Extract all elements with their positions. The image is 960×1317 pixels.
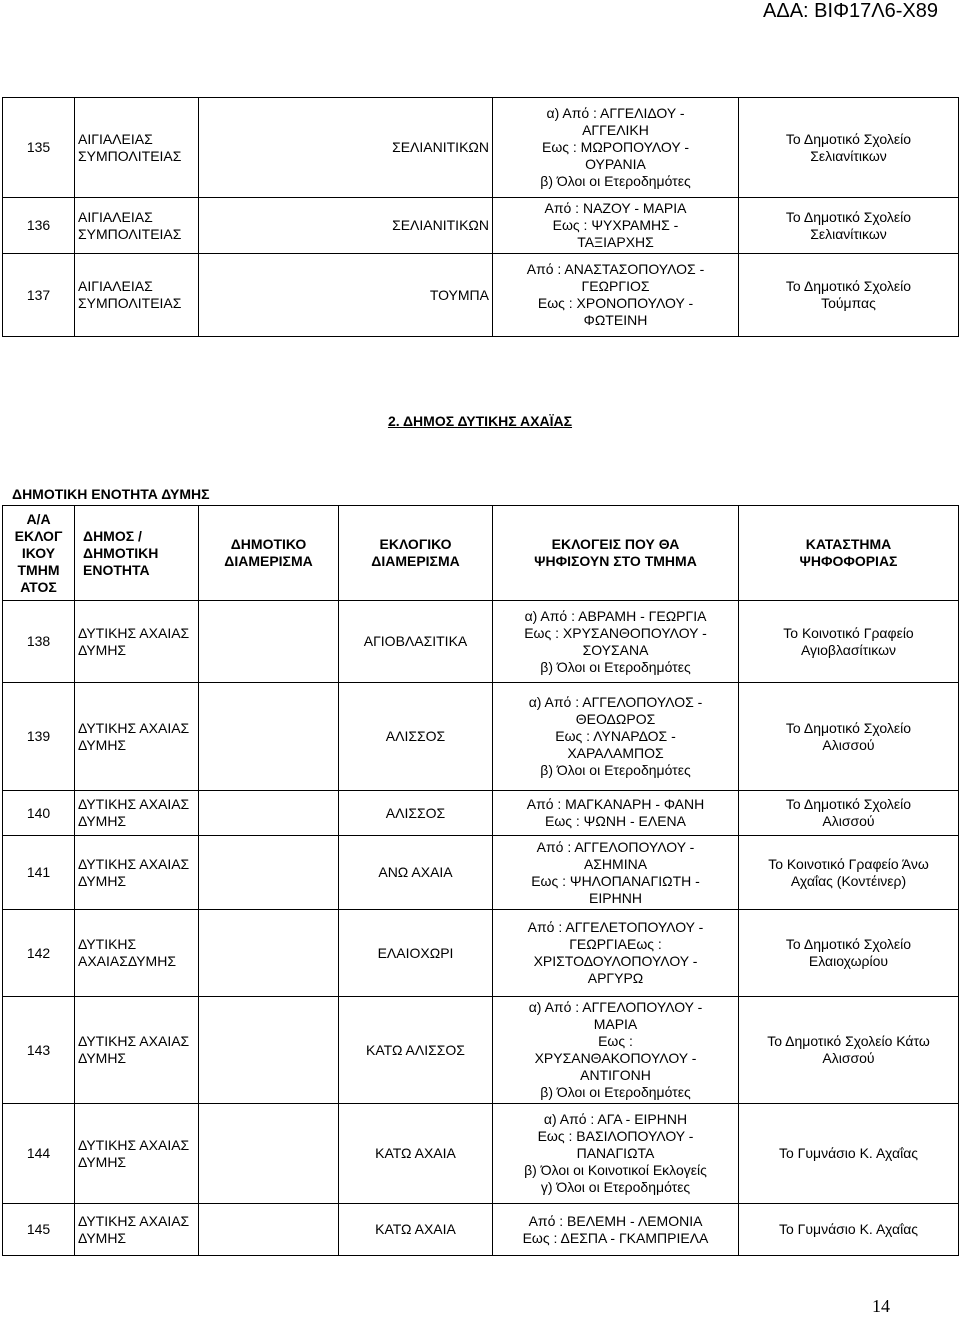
section-title: 2. ΔΗΜΟΣ ΔΥΤΙΚΗΣ ΑΧΑΪΑΣ xyxy=(387,413,573,429)
polling-station-cell: Το Δημοτικό Σχολείο Αλισσού xyxy=(739,683,959,791)
section-number: 136 xyxy=(3,198,75,254)
municipality-cell: ΑΙΓΙΑΛΕΙΑΣ ΣΥΜΠΟΛΙΤΕΙΑΣ xyxy=(75,198,199,254)
polling-station-cell: Το Δημοτικό Σχολείο Σελιανίτικων xyxy=(739,98,959,198)
municipal-district-cell xyxy=(199,1104,339,1204)
municipality-cell: ΔΥΤΙΚΗΣ ΑΧΑΙΑΣ ΔΥΜΗΣ xyxy=(75,1204,199,1256)
municipality-cell: ΔΥΤΙΚΗΣ ΑΧΑΙΑΣ ΔΥΜΗΣ xyxy=(75,997,199,1104)
electoral-district-cell: ΚΑΤΩ ΑΧΑΙΑ xyxy=(339,1204,493,1256)
header-voters: ΕΚΛΟΓΕΙΣ ΠΟΥ ΘΑ ΨΗΦΙΣΟΥΝ ΣΤΟ ΤΜΗΜΑ xyxy=(493,506,739,601)
section-number: 139 xyxy=(3,683,75,791)
polling-table-dymi xyxy=(2,505,959,1256)
section-number: 140 xyxy=(3,791,75,836)
section-number: 143 xyxy=(3,997,75,1104)
table-row xyxy=(3,1104,959,1204)
electoral-district-cell: ΑΛΙΣΣΟΣ xyxy=(339,683,493,791)
municipal-unit-title: ΔΗΜΟΤΙΚΗ ΕΝΟΤΗΤΑ ΔΥΜΗΣ xyxy=(12,486,210,502)
municipality-cell: ΔΥΤΙΚΗΣ ΑΧΑΙΑΣ ΔΥΜΗΣ xyxy=(75,791,199,836)
municipal-district-cell: ΣΕΛΙΑΝΙΤΙΚΩΝ xyxy=(199,198,493,254)
municipality-cell: ΔΥΤΙΚΗΣ ΑΧΑΙΑΣ ΔΥΜΗΣ xyxy=(75,683,199,791)
header-municipality: ΔΗΜΟΣ / ΔΗΜΟΤΙΚΗ ΕΝΟΤΗΤΑ xyxy=(75,506,199,601)
table-row xyxy=(3,683,959,791)
electoral-district-cell: ΚΑΤΩ ΑΧΑΙΑ xyxy=(339,1104,493,1204)
municipality-cell: ΑΙΓΙΑΛΕΙΑΣ ΣΥΜΠΟΛΙΤΕΙΑΣ xyxy=(75,254,199,337)
voters-cell: α) Από : ΑΓΓΕΛΟΠΟΥΛΟΣ - ΘΕΟΔΩΡΟΣ Εως : ΛΥΝΑΡΔΟΣ - ΧΑΡΑΛΑΜΠΟΣ β) Όλοι οι Ετεροδημότες xyxy=(493,683,739,791)
electoral-district-cell: ΑΝΩ ΑΧΑΙΑ xyxy=(339,836,493,910)
voters-cell: α) Από : ΑΓΓΕΛΙΔΟΥ - ΑΓΓΕΛΙΚΗ Εως : ΜΩΡΟΠΟΥΛΟΥ - ΟΥΡΑΝΙΑ β) Όλοι οι Ετεροδημότες xyxy=(493,98,739,198)
electoral-district-cell: ΑΛΙΣΣΟΣ xyxy=(339,791,493,836)
ada-code: ΑΔΑ: ΒΙΦ17Λ6-Χ89 xyxy=(763,0,938,22)
voters-cell: α) Από : ΑΒΡΑΜΗ - ΓΕΩΡΓΙΑ Εως : ΧΡΥΣΑΝΘΟΠΟΥΛΟΥ - ΣΟΥΣΑΝΑ β) Όλοι οι Ετεροδημότες xyxy=(493,601,739,683)
table-row xyxy=(3,791,959,836)
voters-cell: Από : ΝΑΖΟΥ - ΜΑΡΙΑ Εως : ΨΥΧΡΑΜΗΣ - ΤΑΞΙΑΡΧΗΣ xyxy=(493,198,739,254)
polling-station-cell: Το Κοινοτικό Γραφείο Αγιοβλασίτικων xyxy=(739,601,959,683)
electoral-district-cell: ΕΛΑΙΟΧΩΡΙ xyxy=(339,910,493,997)
polling-station-cell: Το Δημοτικό Σχολείο Ελαιοχωρίου xyxy=(739,910,959,997)
table-row xyxy=(3,1204,959,1256)
municipal-district-cell xyxy=(199,997,339,1104)
section-number: 138 xyxy=(3,601,75,683)
municipal-district-cell: ΣΕΛΙΑΝΙΤΙΚΩΝ xyxy=(199,98,493,198)
header-municipal-district: ΔΗΜΟΤΙΚΟ ΔΙΑΜΕΡΙΣΜΑ xyxy=(199,506,339,601)
polling-station-cell: Το Δημοτικό Σχολείο Κάτω Αλισσού xyxy=(739,997,959,1104)
voters-cell: Από : ΑΓΓΕΛΟΠΟΥΛΟΥ - ΑΣΗΜΙΝΑ Εως : ΨΗΛΟΠΑΝΑΓΙΩΤΗ - ΕΙΡΗΝΗ xyxy=(493,836,739,910)
header-section-number: Α/Α ΕΚΛΟΓ ΙΚΟΥ ΤΜΗΜ ΑΤΟΣ xyxy=(3,506,75,601)
table-row xyxy=(3,98,959,198)
voters-cell: α) Από : ΑΓΑ - ΕΙΡΗΝΗ Εως : ΒΑΣΙΛΟΠΟΥΛΟΥ - ΠΑΝΑΓΙΩΤΑ β) Όλοι οι Κοινοτικοί Εκλογείς γ) Όλοι οι Ετεροδημότες xyxy=(493,1104,739,1204)
voters-cell: Από : ΒΕΛΕΜΗ - ΛΕΜΟΝΙΑ Εως : ΔΕΣΠΑ - ΓΚΑΜΠΡΙΕΛΑ xyxy=(493,1204,739,1256)
table-row xyxy=(3,198,959,254)
municipal-district-cell xyxy=(199,836,339,910)
table-row xyxy=(3,836,959,910)
municipal-district-cell xyxy=(199,791,339,836)
municipal-district-cell xyxy=(199,683,339,791)
electoral-district-cell: ΑΓΙΟΒΛΑΣΙΤΙΚΑ xyxy=(339,601,493,683)
table-row xyxy=(3,254,959,337)
municipal-district-cell xyxy=(199,601,339,683)
table-row xyxy=(3,997,959,1104)
municipality-cell: ΔΥΤΙΚΗΣ ΑΧΑΙΑΣΔΥΜΗΣ xyxy=(75,910,199,997)
table-row xyxy=(3,910,959,997)
section-number: 137 xyxy=(3,254,75,337)
municipality-cell: ΔΥΤΙΚΗΣ ΑΧΑΙΑΣ ΔΥΜΗΣ xyxy=(75,601,199,683)
electoral-district-cell: ΚΑΤΩ ΑΛΙΣΣΟΣ xyxy=(339,997,493,1104)
polling-station-cell: Το Γυμνάσιο Κ. Αχαΐας xyxy=(739,1104,959,1204)
section-number: 142 xyxy=(3,910,75,997)
header-electoral-district: ΕΚΛΟΓΙΚΟ ΔΙΑΜΕΡΙΣΜΑ xyxy=(339,506,493,601)
voters-cell: Από : ΜΑΓΚΑΝΑΡΗ - ΦΑΝΗ Εως : ΨΩΝΗ - ΕΛΕΝΑ xyxy=(493,791,739,836)
voters-cell: α) Από : ΑΓΓΕΛΟΠΟΥΛΟΥ - ΜΑΡΙΑ Εως : ΧΡΥΣΑΝΘΑΚΟΠΟΥΛΟΥ - ΑΝΤΙΓΟΝΗ β) Όλοι οι Ετεροδημότες xyxy=(493,997,739,1104)
section-number: 141 xyxy=(3,836,75,910)
table-row xyxy=(3,601,959,683)
page-number: 14 xyxy=(872,1296,890,1316)
municipal-district-cell xyxy=(199,910,339,997)
header-polling-station: ΚΑΤΑΣΤΗΜΑ ΨΗΦΟΦΟΡΙΑΣ xyxy=(739,506,959,601)
municipal-district-cell: ΤΟΥΜΠΑ xyxy=(199,254,493,337)
polling-table-aigialeia xyxy=(2,97,959,337)
polling-station-cell: Το Δημοτικό Σχολείο Τούμπας xyxy=(739,254,959,337)
municipality-cell: ΔΥΤΙΚΗΣ ΑΧΑΙΑΣ ΔΥΜΗΣ xyxy=(75,1104,199,1204)
section-number: 145 xyxy=(3,1204,75,1256)
section-number: 144 xyxy=(3,1104,75,1204)
polling-station-cell: Το Δημοτικό Σχολείο Αλισσού xyxy=(739,791,959,836)
voters-cell: Από : ΑΝΑΣΤΑΣΟΠΟΥΛΟΣ - ΓΕΩΡΓΙΟΣ Εως : ΧΡΟΝΟΠΟΥΛΟΥ - ΦΩΤΕΙΝΗ xyxy=(493,254,739,337)
voters-cell: Από : ΑΓΓΕΛΕΤΟΠΟΥΛΟΥ - ΓΕΩΡΓΙΑΕως : ΧΡΙΣΤΟΔΟΥΛΟΠΟΥΛΟΥ - ΑΡΓΥΡΩ xyxy=(493,910,739,997)
municipality-cell: ΑΙΓΙΑΛΕΙΑΣ ΣΥΜΠΟΛΙΤΕΙΑΣ xyxy=(75,98,199,198)
section-number: 135 xyxy=(3,98,75,198)
municipality-cell: ΔΥΤΙΚΗΣ ΑΧΑΙΑΣ ΔΥΜΗΣ xyxy=(75,836,199,910)
polling-station-cell: Το Δημοτικό Σχολείο Σελιανίτικων xyxy=(739,198,959,254)
table-header-row xyxy=(3,506,959,601)
polling-station-cell: Το Γυμνάσιο Κ. Αχαΐας xyxy=(739,1204,959,1256)
municipal-district-cell xyxy=(199,1204,339,1256)
polling-station-cell: Το Κοινοτικό Γραφείο Άνω Αχαΐας (Κοντέινερ) xyxy=(739,836,959,910)
